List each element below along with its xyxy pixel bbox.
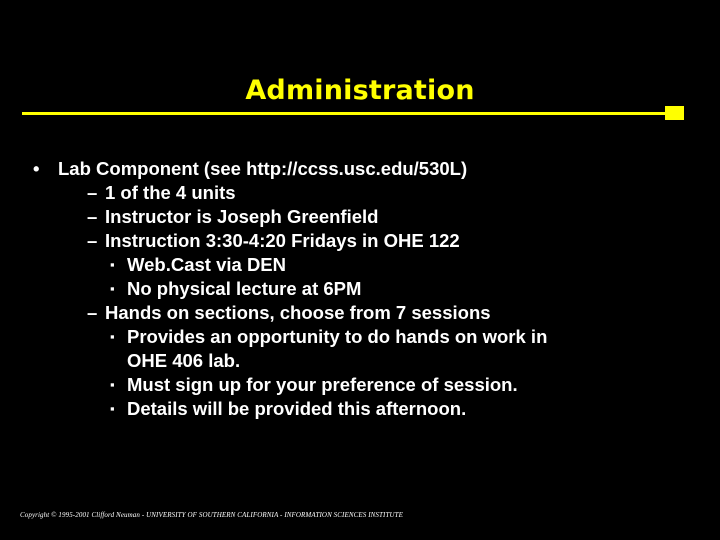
bullet-text: Provides an opportunity to do hands on work in [127,326,548,347]
bullet-text: Details will be provided this afternoon. [127,398,467,419]
bullet-item [0,325,720,349]
bullet-text: Instruction 3:30-4:20 Fridays in OHE 122 [105,230,460,251]
square-marker: ▪ [110,257,115,272]
square-marker: ▪ [110,329,115,344]
bullet-list [0,157,720,421]
dash-marker: – [87,182,98,203]
bullet-item [0,157,720,181]
bullet-item [0,277,720,301]
bullet-text: 1 of the 4 units [105,182,236,203]
dash-marker: – [87,206,98,227]
bullet-item [0,181,720,205]
bullet-item [0,253,720,277]
bullet-item [0,229,720,253]
bullet-item [0,301,720,325]
bullet-item [0,205,720,229]
bullet-marker: • [33,158,40,179]
slide-title: Administration [245,75,475,106]
bullet-text: Web.Cast via DEN [127,254,287,275]
bullet-text: Must sign up for your preference of session. [127,374,518,395]
title-rule-end-block [665,106,684,120]
copyright-footer: Copyright © 1995-2001 Clifford Neuman - UNIVERSITY OF SOUTHERN CALIFORNIA - INFORMATION SCIENCES INSTITUTE [20,511,403,519]
square-marker: ▪ [110,377,115,392]
dash-marker: – [87,230,98,251]
title-rule [22,112,667,115]
bullet-text: Lab Component (see http://ccss.usc.edu/530L) [58,158,468,179]
square-marker: ▪ [110,281,115,296]
bullet-text: Hands on sections, choose from 7 sessions [105,302,491,323]
bullet-text: No physical lecture at 6PM [127,278,362,299]
bullet-text: OHE 406 lab. [127,350,241,371]
bullet-item [0,397,720,421]
bullet-text: Instructor is Joseph Greenfield [105,206,379,227]
bullet-continuation [0,349,720,373]
dash-marker: – [87,302,98,323]
square-marker: ▪ [110,401,115,416]
bullet-item [0,373,720,397]
